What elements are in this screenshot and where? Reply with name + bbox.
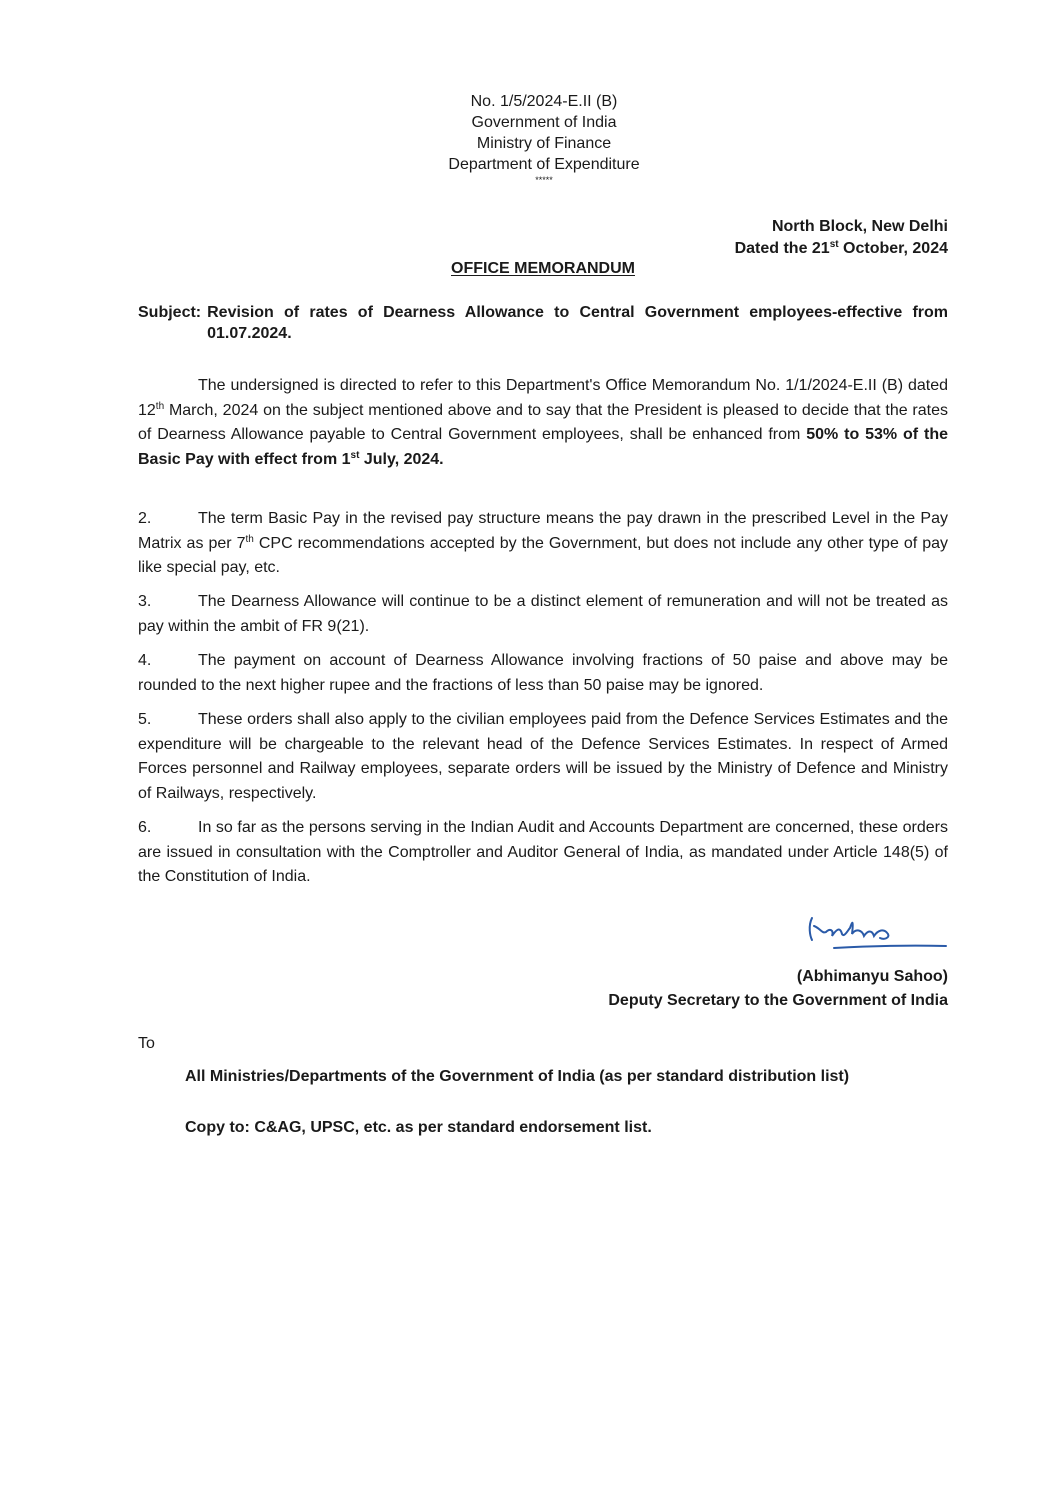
government-name: Government of India (471, 114, 617, 131)
p2-text-b: CPC recommendations accepted by the Government, but does not include any other type of pay like special pay, etc. (138, 534, 948, 577)
separator: ***** (535, 175, 553, 185)
subject-text: Revision of rates of Dearness Allowance to Central Government employees-effective from 01.07.2024. (207, 304, 948, 342)
p2-text-a: The term Basic Pay in the revised pay structure means the pay drawn in the prescribed Level in the Pay Matrix as per 7 (138, 510, 948, 552)
date-prefix: Dated the 21 (734, 240, 830, 257)
p1-bold-b: July, 2024. (359, 450, 444, 468)
department-name: Department of Expenditure (448, 156, 640, 173)
signatory-block (608, 965, 948, 1013)
paragraph-2 (138, 507, 948, 581)
file-number: No. 1/5/2024-E.II (B) (470, 93, 618, 110)
p2-sup: th (245, 533, 254, 545)
p5-text: These orders shall also apply to the civilian employees paid from the Defence Services Estimates and the expenditure will be chargeable to the relevant head of the Defence Services Estimates. In respect of Armed Forces personnel and Railway employees, separate orders will be issued by the Ministry of Defence and Ministry of Railways, respectively. (138, 711, 948, 802)
p6-text: In so far as the persons serving in the Indian Audit and Accounts Department are concerned, these orders are issued in consultation with the Comptroller and Auditor General of India, as mandated under Article 148(5) of the Constitution of India. (138, 819, 948, 886)
signature-image (800, 908, 950, 963)
date-sup: st (829, 239, 839, 250)
date (735, 238, 948, 260)
paragraph-3 (138, 590, 948, 639)
p3-text: The Dearness Allowance will continue to be a distinct element of remuneration and will not be treated as pay within the ambit of FR 9(21). (138, 593, 948, 635)
paragraph-6 (138, 816, 948, 890)
p1-text-b: March, 2024 on the subject mentioned above and to say that the President is pleased to decide that the rates of Dearness Allowance payable to Central Government employees, shall be enhanced from (138, 401, 948, 444)
p1-bold-sup: st (350, 449, 360, 461)
subject (138, 302, 948, 344)
p2-number: 2. (138, 510, 152, 527)
p3-number: 3. (138, 593, 152, 610)
title-text: OFFICE MEMORANDUM (451, 260, 635, 277)
place: North Block, New Delhi (771, 218, 948, 235)
to-label: To (138, 1035, 155, 1052)
p1-sup: th (155, 400, 165, 412)
p1-bold-a: 50% to 53% of the Basic Pay with effect from 1 (138, 426, 948, 468)
paragraph-5 (138, 708, 948, 806)
paragraph-1 (138, 374, 948, 472)
p5-number: 5. (138, 711, 152, 728)
addressee: All Ministries/Departments of the Government of India (as per standard distribution list) (185, 1068, 850, 1085)
signatory-designation: Deputy Secretary to the Government of India (608, 992, 948, 1009)
ministry-name: Ministry of Finance (476, 135, 612, 152)
subject-label: Subject: (138, 304, 202, 321)
p1-text-a: The undersigned is directed to refer to this Department's Office Memorandum No. 1/1/2024-E.II (B) dated 12 (138, 377, 948, 419)
date-suffix: October, 2024 (838, 240, 948, 257)
document-title (0, 260, 1058, 278)
p4-number: 4. (138, 652, 152, 669)
signatory-name: (Abhimanyu Sahoo) (796, 968, 948, 985)
place-date (735, 216, 948, 260)
letterhead (0, 91, 1058, 196)
paragraph-4 (138, 649, 948, 698)
copy-to: Copy to: C&AG, UPSC, etc. as per standard endorsement list. (185, 1119, 652, 1136)
p6-number: 6. (138, 819, 152, 836)
p4-text: The payment on account of Dearness Allowance involving fractions of 50 paise and above may be rounded to the next higher rupee and the fractions of less than 50 paise may be ignored. (138, 652, 948, 694)
